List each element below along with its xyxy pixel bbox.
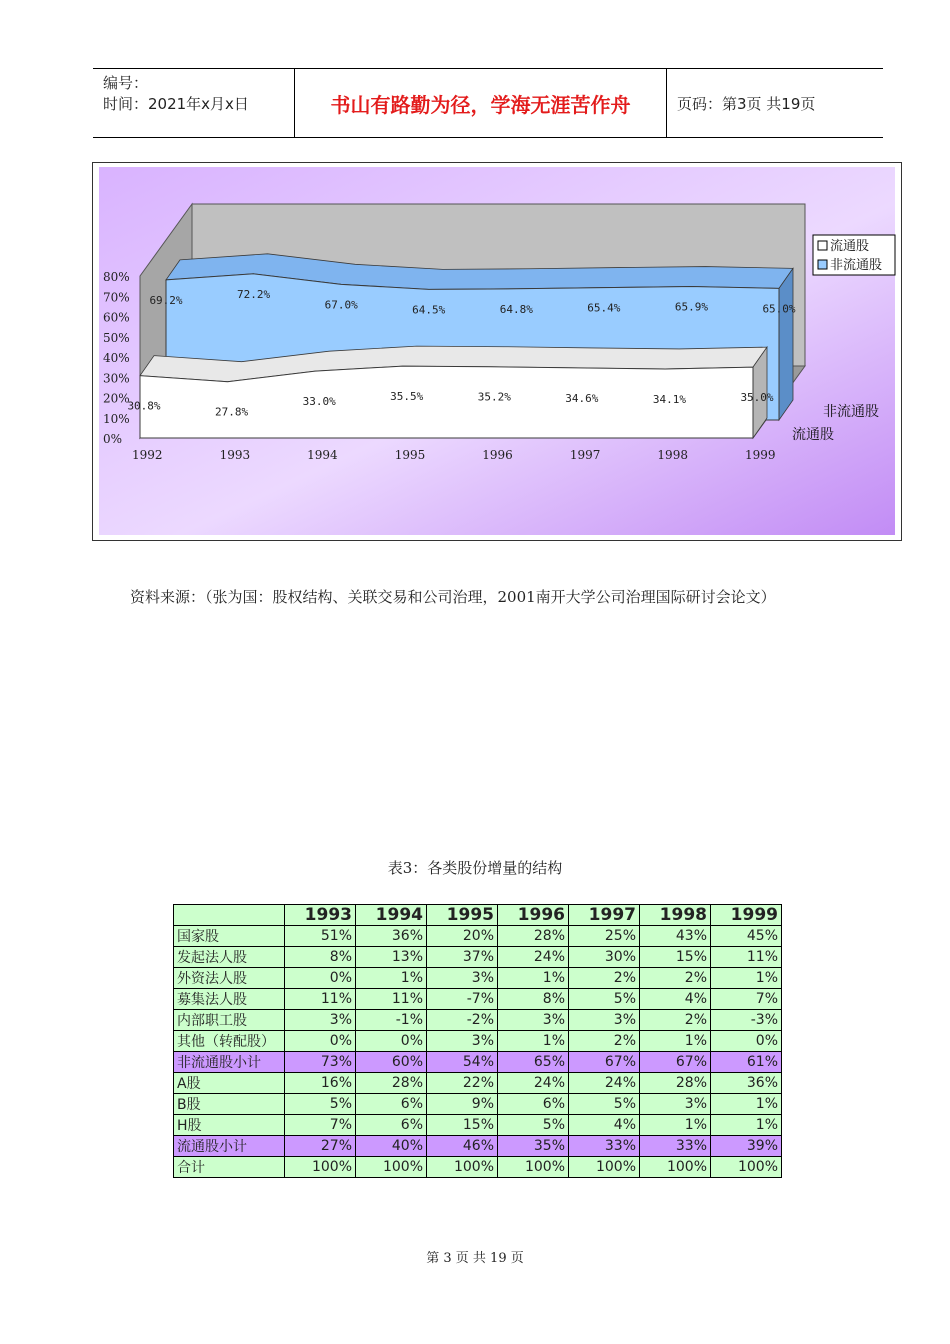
table-cell: 100% — [569, 1157, 640, 1178]
table-cell: 100% — [285, 1157, 356, 1178]
data-label-nontradable: 65.0% — [762, 302, 796, 316]
table-year-header: 1995 — [427, 905, 498, 926]
table-header-row — [174, 905, 782, 926]
y-tick-label: 0% — [103, 432, 123, 446]
table-cell: 35% — [498, 1136, 569, 1157]
y-tick-label: 40% — [103, 351, 130, 365]
page-header — [93, 68, 883, 138]
data-label-tradable: 35.0% — [740, 391, 774, 405]
x-tick-label: 1994 — [307, 448, 338, 462]
table-cell: 22% — [427, 1073, 498, 1094]
table-cell: 3% — [498, 1010, 569, 1031]
legend-swatch-tradable — [818, 241, 827, 250]
table-cell: 9% — [427, 1094, 498, 1115]
data-label-nontradable: 65.4% — [587, 301, 621, 315]
data-label-tradable: 34.6% — [565, 391, 599, 405]
row-label: 其他（转配股） — [174, 1031, 285, 1052]
x-tick-label: 1993 — [219, 448, 251, 462]
table-cell: 13% — [356, 947, 427, 968]
row-label: H股 — [174, 1115, 285, 1136]
data-label-nontradable: 67.0% — [324, 298, 358, 312]
x-tick-label: 1998 — [657, 448, 688, 462]
table-cell: 3% — [640, 1094, 711, 1115]
table-cell: 4% — [640, 989, 711, 1010]
data-label-tradable: 35.5% — [390, 390, 424, 404]
table-cell: 15% — [427, 1115, 498, 1136]
table-cell: 1% — [640, 1115, 711, 1136]
table-cell: 5% — [569, 989, 640, 1010]
table-cell: 8% — [285, 947, 356, 968]
page-footer: 第 3 页 共 19 页 — [426, 1251, 524, 1266]
document-time: 时间：2021年x月x日 — [103, 95, 249, 113]
row-label: 募集法人股 — [174, 989, 285, 1010]
data-label-tradable: 34.1% — [652, 392, 686, 406]
table-cell: 0% — [711, 1031, 782, 1052]
table-cell: 5% — [498, 1115, 569, 1136]
table-cell: 3% — [427, 968, 498, 989]
table-row — [174, 1115, 782, 1136]
row-label: 内部职工股 — [174, 1010, 285, 1031]
data-label-nontradable: 64.8% — [499, 302, 533, 316]
table-cell: 100% — [640, 1157, 711, 1178]
x-tick-label: 1996 — [482, 448, 513, 462]
table-cell: 1% — [356, 968, 427, 989]
table-corner-cell — [174, 905, 285, 926]
table-cell: 25% — [569, 926, 640, 947]
table-row — [174, 968, 782, 989]
x-tick-label: 1995 — [394, 448, 426, 462]
table-cell: 73% — [285, 1052, 356, 1073]
table-cell: 3% — [427, 1031, 498, 1052]
data-label-nontradable: 72.2% — [237, 287, 271, 301]
table-cell: 11% — [356, 989, 427, 1010]
table-cell: 46% — [427, 1136, 498, 1157]
data-label-tradable: 30.8% — [127, 399, 161, 413]
share-structure-chart — [92, 162, 902, 541]
table-cell: 1% — [711, 1094, 782, 1115]
chart-svg — [93, 163, 901, 540]
table-cell: 28% — [356, 1073, 427, 1094]
table-cell: 6% — [356, 1115, 427, 1136]
table-cell: 100% — [498, 1157, 569, 1178]
table-cell: 2% — [569, 968, 640, 989]
table-cell: 11% — [285, 989, 356, 1010]
x-tick-label: 1997 — [569, 448, 601, 462]
table-row — [174, 1010, 782, 1031]
y-tick-label: 20% — [103, 391, 130, 406]
table-cell: 15% — [640, 947, 711, 968]
table-cell: -3% — [711, 1010, 782, 1031]
row-label: 国家股 — [174, 926, 285, 947]
table-cell: 45% — [711, 926, 782, 947]
table-cell: 61% — [711, 1052, 782, 1073]
table-cell: 33% — [640, 1136, 711, 1157]
table-cell: 28% — [498, 926, 569, 947]
data-label-tradable: 35.2% — [477, 390, 511, 404]
table-row — [174, 1136, 782, 1157]
row-label: B股 — [174, 1094, 285, 1115]
y-tick-label: 60% — [103, 310, 130, 325]
table-cell: 7% — [711, 989, 782, 1010]
table-cell: 1% — [640, 1031, 711, 1052]
table-cell: 65% — [498, 1052, 569, 1073]
legend-item-tradable: 流通股 — [830, 239, 870, 254]
y-tick-label: 30% — [103, 371, 130, 386]
row-label: A股 — [174, 1073, 285, 1094]
table-row — [174, 1031, 782, 1052]
table-cell: 2% — [640, 1010, 711, 1031]
table-cell: 24% — [569, 1073, 640, 1094]
header-meta — [103, 73, 249, 115]
table-cell: -1% — [356, 1010, 427, 1031]
table-cell: 3% — [569, 1010, 640, 1031]
table-cell: 3% — [285, 1010, 356, 1031]
table-cell: 40% — [356, 1136, 427, 1157]
table-row — [174, 1073, 782, 1094]
y-tick-label: 80% — [103, 270, 130, 284]
table-row — [174, 1052, 782, 1073]
table-row — [174, 1094, 782, 1115]
table-cell: 2% — [640, 968, 711, 989]
source-note: 资料来源：（张为国：股权结构、关联交易和公司治理，2001南开大学公司治理国际研讨会论文） — [130, 588, 776, 606]
row-label: 非流通股小计 — [174, 1052, 285, 1073]
y-tick-label: 10% — [103, 411, 130, 426]
legend-swatch-nontradable — [818, 260, 827, 269]
y-tick-label: 70% — [103, 290, 130, 305]
depth-label-nontradable: 非流通股 — [823, 404, 879, 420]
table-year-header: 1993 — [285, 905, 356, 926]
table-cell: 24% — [498, 947, 569, 968]
table-year-header: 1996 — [498, 905, 569, 926]
row-label: 发起法人股 — [174, 947, 285, 968]
header-motto: 书山有路勤为径，学海无涯苦作舟 — [330, 93, 631, 117]
table-cell: 24% — [498, 1073, 569, 1094]
table-cell: 16% — [285, 1073, 356, 1094]
table-cell: 36% — [356, 926, 427, 947]
table-year-header: 1998 — [640, 905, 711, 926]
table-year-header: 1997 — [569, 905, 640, 926]
table-cell: 30% — [569, 947, 640, 968]
share-increment-table — [173, 904, 782, 1178]
data-label-tradable: 33.0% — [302, 395, 336, 409]
table-cell: 28% — [640, 1073, 711, 1094]
table-row — [174, 1157, 782, 1178]
document-number: 编号： — [103, 74, 149, 92]
table-cell: 67% — [569, 1052, 640, 1073]
table-year-header: 1999 — [711, 905, 782, 926]
table-row — [174, 989, 782, 1010]
table-cell: 67% — [640, 1052, 711, 1073]
table-cell: 39% — [711, 1136, 782, 1157]
header-divider — [666, 69, 667, 137]
y-tick-label: 50% — [103, 330, 130, 345]
area-side-nontradable — [779, 268, 793, 420]
table-cell: 60% — [356, 1052, 427, 1073]
table-cell: 100% — [711, 1157, 782, 1178]
x-tick-label: 1992 — [132, 448, 163, 462]
table-cell: 54% — [427, 1052, 498, 1073]
table-cell: 1% — [711, 1115, 782, 1136]
table-cell: 2% — [569, 1031, 640, 1052]
table-cell: 20% — [427, 926, 498, 947]
table-cell: 0% — [285, 1031, 356, 1052]
table-cell: 0% — [285, 968, 356, 989]
table-cell: 33% — [569, 1136, 640, 1157]
table-cell: -2% — [427, 1010, 498, 1031]
row-label: 流通股小计 — [174, 1136, 285, 1157]
table-caption: 表3：各类股份增量的结构 — [387, 859, 563, 877]
table-cell: 4% — [569, 1115, 640, 1136]
legend-item-nontradable: 非流通股 — [830, 258, 883, 273]
data-label-tradable: 27.8% — [215, 405, 249, 419]
table-cell: 100% — [356, 1157, 427, 1178]
table-cell: 37% — [427, 947, 498, 968]
table-cell: 1% — [498, 1031, 569, 1052]
table-cell: 1% — [498, 968, 569, 989]
header-page-number: 页码：第3页 共19页 — [677, 95, 816, 113]
table-cell: 51% — [285, 926, 356, 947]
table-cell: 5% — [285, 1094, 356, 1115]
table-year-header: 1994 — [356, 905, 427, 926]
row-label: 合计 — [174, 1157, 285, 1178]
x-tick-label: 1999 — [745, 448, 776, 462]
row-label: 外资法人股 — [174, 968, 285, 989]
table-cell: 0% — [356, 1031, 427, 1052]
table-cell: 8% — [498, 989, 569, 1010]
table-row — [174, 926, 782, 947]
table-cell: 1% — [711, 968, 782, 989]
table-cell: 5% — [569, 1094, 640, 1115]
table-row — [174, 947, 782, 968]
table-cell: 36% — [711, 1073, 782, 1094]
table-cell: 43% — [640, 926, 711, 947]
data-label-nontradable: 65.9% — [674, 300, 708, 314]
depth-label-tradable: 流通股 — [792, 427, 834, 443]
table-cell: 27% — [285, 1136, 356, 1157]
table-cell: 7% — [285, 1115, 356, 1136]
table-cell: -7% — [427, 989, 498, 1010]
table-cell: 6% — [498, 1094, 569, 1115]
data-label-nontradable: 69.2% — [149, 293, 183, 307]
table-cell: 6% — [356, 1094, 427, 1115]
table-cell: 100% — [427, 1157, 498, 1178]
table-cell: 11% — [711, 947, 782, 968]
data-label-nontradable: 64.5% — [412, 303, 446, 317]
